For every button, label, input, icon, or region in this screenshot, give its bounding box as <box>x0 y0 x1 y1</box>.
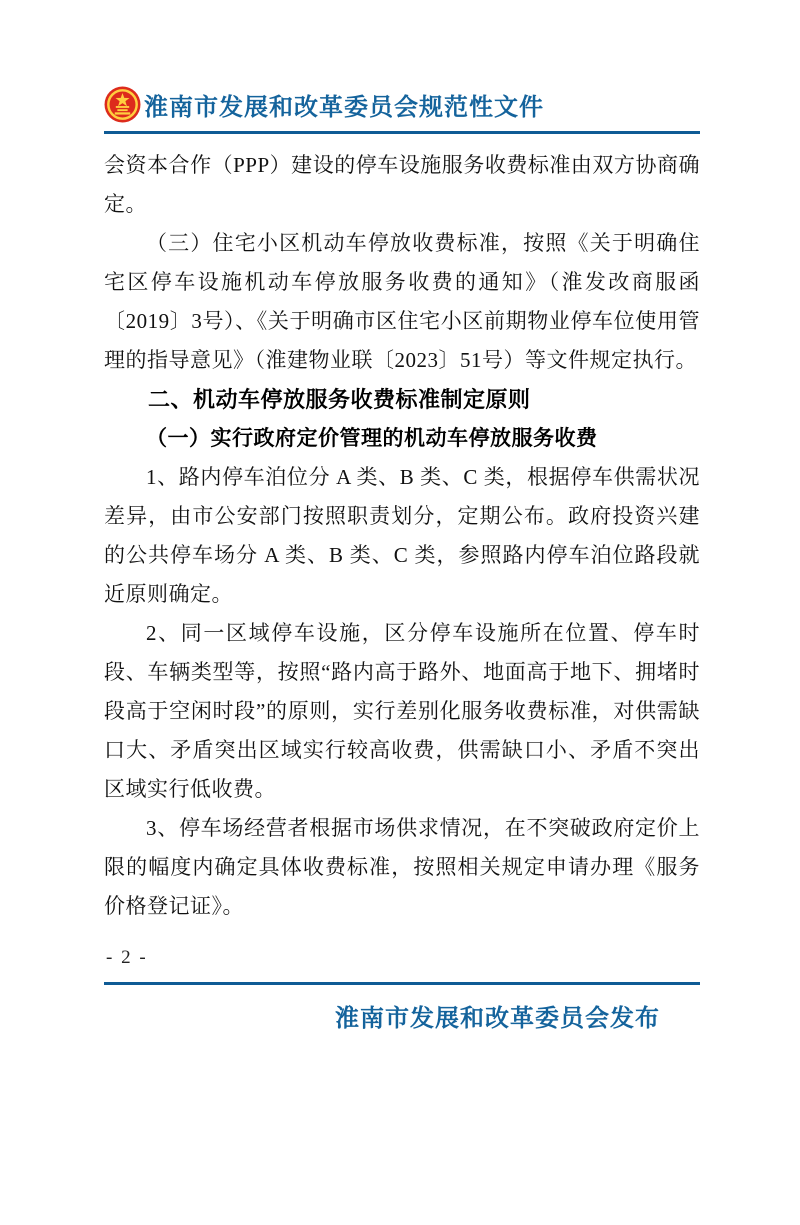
page-number: - 2 - <box>106 947 148 968</box>
paragraph-point-2: 2、同一区域停车设施，区分停车设施所在位置、停车时段、车辆类型等，按照“路内高于路外、地面高于地下、拥堵时段高于空闲时段”的原则，实行差别化服务收费标准，对供需缺口大、矛盾突出区域实行较高收费，供需缺口小、矛盾不突出区域实行低收费。 <box>104 621 700 801</box>
paragraph-point-1: 1、路内停车泊位分 A 类、B 类、C 类，根据停车供需状况差异，由市公安部门按照职责划分，定期公布。政府投资兴建的公共停车场分 A 类、B 类、C 类，参照路内停车泊位路段就近原则确定。 <box>104 465 700 606</box>
paragraph-item-three: （三）住宅小区机动车停放收费标准，按照《关于明确住宅区停车设施机动车停放服务收费的通知》（淮发改商服函〔2019〕3号）、《关于明确市区住宅小区前期物业停车位使用管理的指导意见》（淮建物业联〔2023〕51号）等文件规定执行。 <box>104 231 700 372</box>
header-title: 淮南市发展和改革委员会规范性文件 <box>144 93 544 121</box>
paragraph-point-3: 3、停车场经营者根据市场供求情况，在不突破政府定价上限的幅度内确定具体收费标准，按照相关规定申请办理《服务价格登记证》。 <box>104 816 700 918</box>
document-body <box>104 146 700 926</box>
publisher-line: 淮南市发展和改革委员会发布 <box>335 1005 660 1032</box>
subsection-heading: （一）实行政府定价管理的机动车停放服务收费 <box>146 426 598 450</box>
paragraph-continuation: 会资本合作（PPP）建设的停车设施服务收费标准由双方协商确定。 <box>104 153 700 216</box>
china-national-emblem-icon <box>104 86 141 123</box>
header-divider <box>104 131 700 134</box>
footer-divider <box>104 982 700 985</box>
document-header <box>104 84 700 124</box>
section-heading: 二、机动车停放服务收费标准制定原则 <box>148 387 531 412</box>
